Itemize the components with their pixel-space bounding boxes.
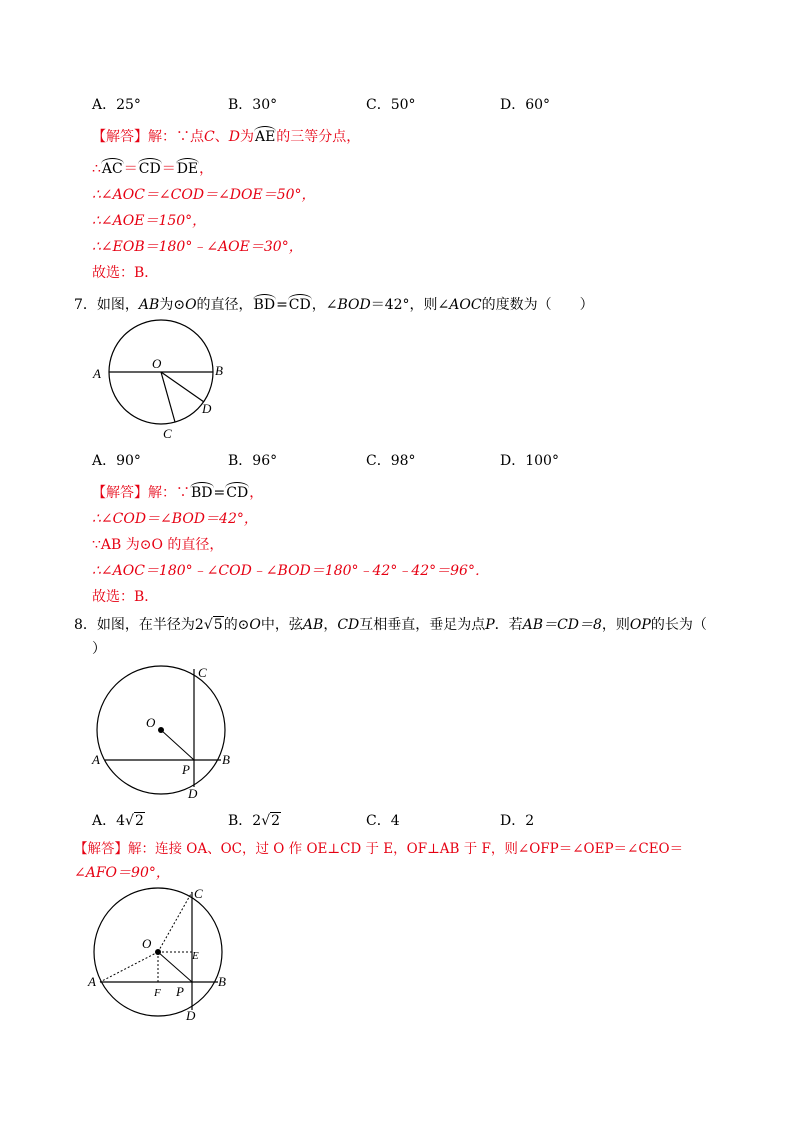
arc-cd: CD — [138, 161, 161, 177]
q8-stem-line-1: 8．如图，在半径为2√5的⊙O中，弦AB，CD互相垂直，垂足为点P．若AB＝CD＝8，则OP的长为（ — [74, 617, 707, 633]
q7-solution-line-2: ∴∠COD＝∠BOD＝42°， — [92, 511, 258, 527]
q8-segment-op — [161, 730, 194, 760]
q7-option-a: A．90° — [92, 453, 141, 469]
q8-center-dot — [158, 727, 164, 733]
q7-solution-line-5: 故选：B． — [92, 589, 159, 605]
arc-ac: AC — [101, 161, 123, 177]
q8s-label-c: C — [194, 886, 203, 901]
q7-label-b: B — [215, 363, 223, 378]
q7-label-d: D — [202, 401, 212, 416]
q7-label-a: A — [93, 366, 101, 381]
q6-option-b: B．30° — [228, 97, 278, 113]
q8-option-b: B．2√2 — [228, 813, 281, 829]
q8-label-o: O — [146, 715, 156, 730]
q6-solution-line-5: ∴∠EOB＝180°﹣∠AOE＝30°， — [92, 239, 303, 255]
q7-segment-oc — [161, 372, 175, 422]
q8-stem-line-2: ） — [92, 641, 106, 657]
q7-option-b: B．96° — [228, 453, 278, 469]
q8-label-b: B — [222, 752, 230, 767]
q7-segment-od — [161, 372, 204, 402]
arc-cd: CD — [288, 297, 311, 313]
q8s-center-dot — [155, 949, 161, 955]
q8-label-a: A — [92, 752, 100, 767]
q6-option-c: C．50° — [366, 97, 416, 113]
q8-solution-figure — [88, 886, 238, 1026]
q8s-segment-oa — [100, 952, 158, 982]
q6-solution-line-3: ∴∠AOC＝∠COD＝∠DOE＝50°， — [92, 187, 316, 203]
q8s-label-a: A — [88, 974, 96, 989]
q8s-segment-op — [158, 952, 192, 982]
q8s-label-e: E — [192, 950, 199, 962]
q8s-label-b: B — [218, 974, 226, 989]
arc-ae: AE — [254, 129, 276, 145]
q8s-label-p: P — [176, 984, 184, 999]
q8s-label-o: O — [142, 936, 152, 951]
q8-circle-figure — [90, 662, 240, 802]
q7-solution-line-3: ∵AB 为⊙O 的直径， — [92, 537, 224, 553]
q7-solution-line-4: ∴∠AOC＝180°﹣∠COD﹣∠BOD＝180°﹣42°﹣42°＝96°． — [92, 563, 489, 579]
q8s-segment-oc — [158, 892, 192, 952]
q6-option-d: D．60° — [500, 97, 551, 113]
q7-option-c: C．98° — [366, 453, 416, 469]
q8-solution-line-2: ∠AFO＝90°， — [74, 865, 170, 881]
arc-cd: CD — [226, 485, 249, 501]
q7-option-d: D．100° — [500, 453, 559, 469]
q7-circle-figure — [90, 320, 240, 445]
q6-solution-line-4: ∴∠AOE＝150°， — [92, 213, 207, 229]
q8s-label-f: F — [154, 987, 161, 999]
q8-solution-line-1: 【解答】解：连接 OA、OC，过 O 作 OE⊥CD 于 E，OF⊥AB 于 F，则∠OFP＝∠OEP＝∠CEO＝ — [74, 841, 684, 857]
arc-de: DE — [176, 161, 199, 177]
q6-solution-line-6: 故选：B． — [92, 265, 159, 281]
q8-option-c: C．4 — [366, 813, 400, 829]
q8-radius-value: 2√5 — [194, 617, 223, 633]
q6-solution-line-1: 【解答】解：∵点C、D为AE的三等分点， — [92, 129, 361, 145]
q7-label-o: O — [152, 356, 162, 371]
q8-option-a: A．4√2 — [92, 813, 144, 829]
q6-option-a: A．25° — [92, 97, 141, 113]
q8-label-d: D — [188, 786, 198, 801]
q7-stem: 7．如图，AB为⊙O的直径，BD=CD，∠BOD＝42°，则∠AOC的度数为（ ） — [74, 297, 594, 313]
q7-solution-line-1: 【解答】解：∵BD=CD， — [92, 485, 264, 501]
q8s-label-d: D — [186, 1008, 196, 1023]
q7-label-c: C — [163, 426, 172, 441]
q6-solution-line-2: ∴AC＝CD＝DE， — [92, 161, 214, 177]
q8-label-c: C — [198, 665, 207, 680]
arc-bd: BD — [191, 485, 213, 501]
q8-label-p: P — [182, 762, 190, 777]
arc-bd: BD — [253, 297, 276, 313]
q8-option-d: D．2 — [500, 813, 535, 829]
